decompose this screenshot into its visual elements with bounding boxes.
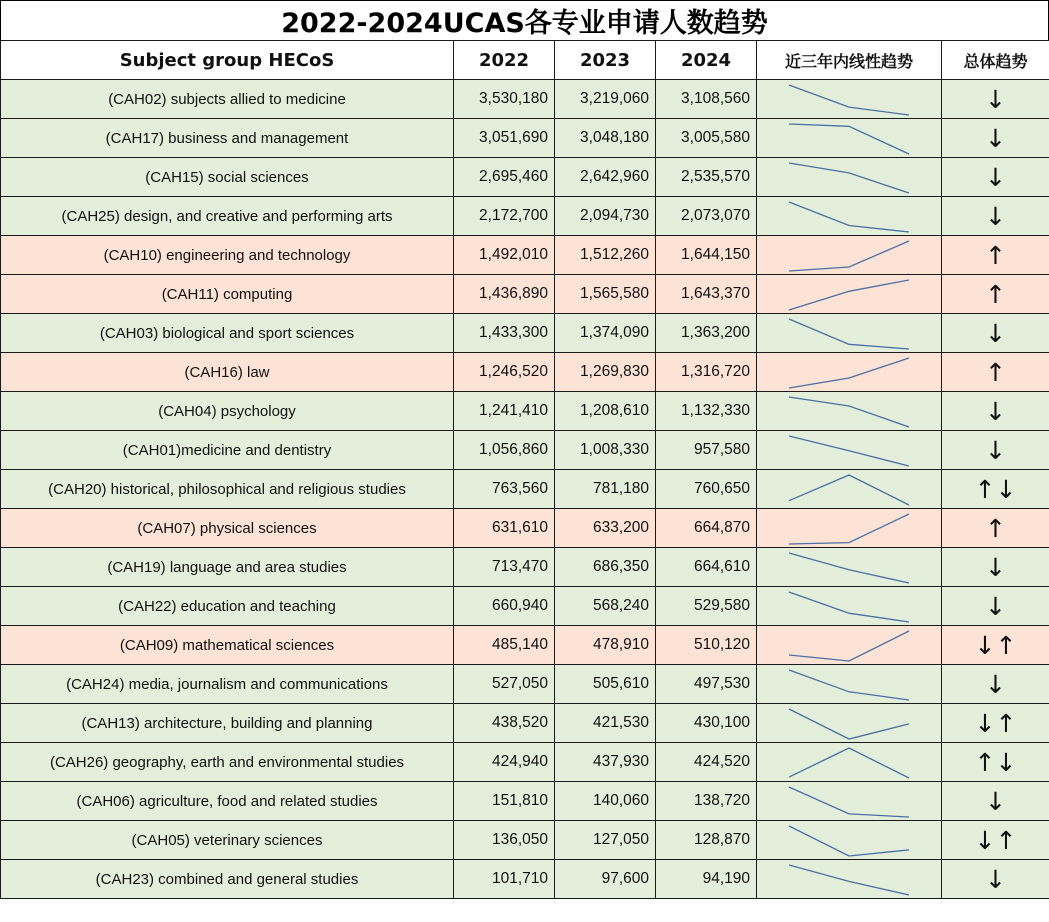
value-2024-cell[interactable]: 2,073,070 [656,197,757,236]
table-row [1,470,1049,509]
value-2022-cell[interactable]: 1,241,410 [454,392,555,431]
trend-arrow-icon: ↓ [942,431,1049,470]
value-2023-cell[interactable]: 2,642,960 [555,158,656,197]
sparkline [757,471,940,508]
subject-cell[interactable]: (CAH17) business and management [1,119,454,158]
trend-arrow-icon: ↑ [942,275,1049,314]
trend-arrow-icon: ↓ [942,314,1049,353]
subject-cell[interactable]: (CAH11) computing [1,275,454,314]
trend-arrow-icon: ↓ [942,548,1049,587]
subject-cell[interactable]: (CAH20) historical, philosophical and religious studies [1,470,454,509]
value-2022-cell[interactable]: 485,140 [454,626,555,665]
table-row [1,314,1049,353]
sparkline-cell [757,587,942,626]
value-2024-cell[interactable]: 664,610 [656,548,757,587]
sparkline-series-line [789,202,909,232]
value-2022-cell[interactable]: 101,710 [454,860,555,899]
value-2024-cell[interactable]: 664,870 [656,509,757,548]
subject-cell[interactable]: (CAH06) agriculture, food and related studies [1,782,454,821]
trend-arrow-icon: ↓↑ [942,821,1049,860]
table-row [1,860,1049,899]
table-row [1,626,1049,665]
subject-cell[interactable]: (CAH24) media, journalism and communications [1,665,454,704]
table-row [1,119,1049,158]
trend-arrow-icon: ↓↑ [942,626,1049,665]
value-2023-cell[interactable]: 2,094,730 [555,197,656,236]
value-2022-cell[interactable]: 438,520 [454,704,555,743]
sparkline [757,432,940,469]
trend-arrow-icon: ↑↓ [942,470,1049,509]
sparkline [757,744,940,781]
header-subject: Subject group HECoS [1,41,454,80]
sparkline-series-line [789,436,909,466]
value-2022-cell[interactable]: 1,492,010 [454,236,555,275]
trend-arrow-icon: ↓ [942,860,1049,899]
sparkline-cell [757,80,942,119]
sparkline [757,120,940,157]
sparkline [757,666,940,703]
sparkline-cell [757,470,942,509]
trend-arrow-icon: ↓ [942,197,1049,236]
sparkline-series-line [789,670,909,700]
sparkline-series-line [789,124,909,154]
value-2023-cell[interactable]: 1,512,260 [555,236,656,275]
subject-cell[interactable]: (CAH09) mathematical sciences [1,626,454,665]
sparkline-cell [757,236,942,275]
sparkline [757,315,940,352]
value-2023-cell[interactable]: 421,530 [555,704,656,743]
table-row [1,665,1049,704]
subject-cell[interactable]: (CAH13) architecture, building and planning [1,704,454,743]
table-body [1,80,1049,899]
table-row [1,236,1049,275]
sparkline [757,627,940,664]
sparkline-series-line [789,709,909,739]
value-2024-cell[interactable]: 138,720 [656,782,757,821]
sparkline [757,861,940,898]
sparkline-cell [757,275,942,314]
value-2024-cell[interactable]: 3,108,560 [656,80,757,119]
value-2024-cell[interactable]: 1,132,330 [656,392,757,431]
subject-cell[interactable]: (CAH04) psychology [1,392,454,431]
value-2023-cell[interactable]: 97,600 [555,860,656,899]
sparkline [757,783,940,820]
sparkline-series-line [789,397,909,427]
sparkline [757,822,940,859]
value-2023-cell[interactable]: 127,050 [555,821,656,860]
value-2024-cell[interactable]: 510,120 [656,626,757,665]
value-2022-cell[interactable]: 3,051,690 [454,119,555,158]
sparkline-series-line [789,163,909,193]
subject-cell[interactable]: (CAH16) law [1,353,454,392]
sparkline-series-line [789,319,909,349]
value-2023-cell[interactable]: 1,269,830 [555,353,656,392]
value-2024-cell[interactable]: 497,530 [656,665,757,704]
value-2023-cell[interactable]: 686,350 [555,548,656,587]
value-2024-cell[interactable]: 424,520 [656,743,757,782]
sparkline-series-line [789,592,909,622]
table-row [1,158,1049,197]
sparkline [757,588,940,625]
value-2024-cell[interactable]: 760,650 [656,470,757,509]
value-2022-cell[interactable]: 2,172,700 [454,197,555,236]
sparkline-cell [757,158,942,197]
sparkline [757,81,940,118]
value-2023-cell[interactable]: 1,374,090 [555,314,656,353]
table-row [1,548,1049,587]
value-2023-cell[interactable]: 3,048,180 [555,119,656,158]
header-2022: 2022 [454,41,555,80]
table-row [1,80,1049,119]
sparkline [757,198,940,235]
sparkline-series-line [789,280,909,310]
value-2024-cell[interactable]: 128,870 [656,821,757,860]
table-row [1,431,1049,470]
value-2024-cell[interactable]: 430,100 [656,704,757,743]
sparkline-series-line [789,241,909,271]
subject-cell[interactable]: (CAH02) subjects allied to medicine [1,80,454,119]
value-2022-cell[interactable]: 1,056,860 [454,431,555,470]
trend-arrow-icon: ↓ [942,665,1049,704]
trend-table [0,40,1049,899]
subject-cell[interactable]: (CAH22) education and teaching [1,587,454,626]
sparkline-series-line [789,85,909,115]
value-2023-cell[interactable]: 505,610 [555,665,656,704]
sparkline-cell [757,821,942,860]
value-2023-cell[interactable]: 140,060 [555,782,656,821]
value-2023-cell[interactable]: 1,565,580 [555,275,656,314]
sparkline-series-line [789,514,909,544]
value-2022-cell[interactable]: 3,530,180 [454,80,555,119]
value-2024-cell[interactable]: 1,644,150 [656,236,757,275]
sparkline-series-line [789,826,909,856]
sparkline [757,159,940,196]
sparkline [757,549,940,586]
table-row [1,509,1049,548]
trend-arrow-icon: ↑ [942,509,1049,548]
sparkline-series-line [789,787,909,817]
sparkline-series-line [789,865,909,895]
value-2024-cell[interactable]: 1,643,370 [656,275,757,314]
sparkline-cell [757,119,942,158]
sparkline-series-line [789,553,909,583]
subject-cell[interactable]: (CAH15) social sciences [1,158,454,197]
value-2022-cell[interactable]: 631,610 [454,509,555,548]
trend-arrow-icon: ↓↑ [942,704,1049,743]
sparkline-cell [757,665,942,704]
header-2023: 2023 [555,41,656,80]
sparkline-cell [757,392,942,431]
value-2022-cell[interactable]: 660,940 [454,587,555,626]
value-2024-cell[interactable]: 529,580 [656,587,757,626]
value-2023-cell[interactable]: 1,208,610 [555,392,656,431]
value-2023-cell[interactable]: 633,200 [555,509,656,548]
value-2024-cell[interactable]: 3,005,580 [656,119,757,158]
value-2024-cell[interactable]: 957,580 [656,431,757,470]
trend-arrow-icon: ↓ [942,80,1049,119]
subject-cell[interactable]: (CAH26) geography, earth and environmental studies [1,743,454,782]
sparkline-cell [757,782,942,821]
sparkline-cell [757,626,942,665]
subject-cell[interactable]: (CAH03) biological and sport sciences [1,314,454,353]
table-row [1,587,1049,626]
subject-cell[interactable]: (CAH07) physical sciences [1,509,454,548]
value-2024-cell[interactable]: 1,363,200 [656,314,757,353]
sparkline [757,237,940,274]
subject-cell[interactable]: (CAH10) engineering and technology [1,236,454,275]
sparkline-cell [757,548,942,587]
trend-arrow-icon: ↑ [942,236,1049,275]
sparkline-cell [757,314,942,353]
subject-cell[interactable]: (CAH25) design, and creative and performing arts [1,197,454,236]
value-2022-cell[interactable]: 1,436,890 [454,275,555,314]
trend-arrow-icon: ↑ [942,353,1049,392]
sparkline [757,705,940,742]
header-sparkline: 近三年内线性趋势 [757,41,942,80]
header-2024: 2024 [656,41,757,80]
value-2023-cell[interactable]: 781,180 [555,470,656,509]
value-2022-cell[interactable]: 2,695,460 [454,158,555,197]
table-row [1,353,1049,392]
sparkline-cell [757,509,942,548]
sparkline [757,276,940,313]
value-2023-cell[interactable]: 437,930 [555,743,656,782]
trend-arrow-icon: ↓ [942,587,1049,626]
value-2024-cell[interactable]: 94,190 [656,860,757,899]
trend-arrow-icon: ↓ [942,392,1049,431]
table-row [1,743,1049,782]
sparkline-series-line [789,475,909,505]
sparkline [757,510,940,547]
sheet-title: 2022-2024UCAS各专业申请人数趋势 [0,0,1049,41]
value-2022-cell[interactable]: 1,433,300 [454,314,555,353]
value-2022-cell[interactable]: 763,560 [454,470,555,509]
trend-arrow-icon: ↑↓ [942,743,1049,782]
trend-arrow-icon: ↓ [942,782,1049,821]
table-row [1,821,1049,860]
trend-arrow-icon: ↓ [942,158,1049,197]
sparkline-series-line [789,631,909,661]
header-overall-trend: 总体趋势 [942,41,1049,80]
table-row [1,275,1049,314]
value-2022-cell[interactable]: 527,050 [454,665,555,704]
value-2023-cell[interactable]: 568,240 [555,587,656,626]
sparkline-cell [757,197,942,236]
value-2022-cell[interactable]: 713,470 [454,548,555,587]
subject-cell[interactable]: (CAH23) combined and general studies [1,860,454,899]
table-row [1,704,1049,743]
sparkline-cell [757,431,942,470]
value-2022-cell[interactable]: 1,246,520 [454,353,555,392]
value-2023-cell[interactable]: 3,219,060 [555,80,656,119]
value-2022-cell[interactable]: 136,050 [454,821,555,860]
value-2022-cell[interactable]: 151,810 [454,782,555,821]
value-2024-cell[interactable]: 2,535,570 [656,158,757,197]
sparkline-series-line [789,358,909,388]
header-row [1,41,1049,80]
subject-cell[interactable]: (CAH19) language and area studies [1,548,454,587]
sparkline-cell [757,860,942,899]
sparkline [757,393,940,430]
sparkline [757,354,940,391]
subject-cell[interactable]: (CAH01)medicine and dentistry [1,431,454,470]
sparkline-series-line [789,748,909,778]
subject-cell[interactable]: (CAH05) veterinary sciences [1,821,454,860]
sparkline-cell [757,704,942,743]
trend-arrow-icon: ↓ [942,119,1049,158]
value-2023-cell[interactable]: 1,008,330 [555,431,656,470]
value-2024-cell[interactable]: 1,316,720 [656,353,757,392]
table-row [1,197,1049,236]
value-2022-cell[interactable]: 424,940 [454,743,555,782]
table-row [1,392,1049,431]
value-2023-cell[interactable]: 478,910 [555,626,656,665]
sparkline-cell [757,353,942,392]
sparkline-cell [757,743,942,782]
table-row [1,782,1049,821]
